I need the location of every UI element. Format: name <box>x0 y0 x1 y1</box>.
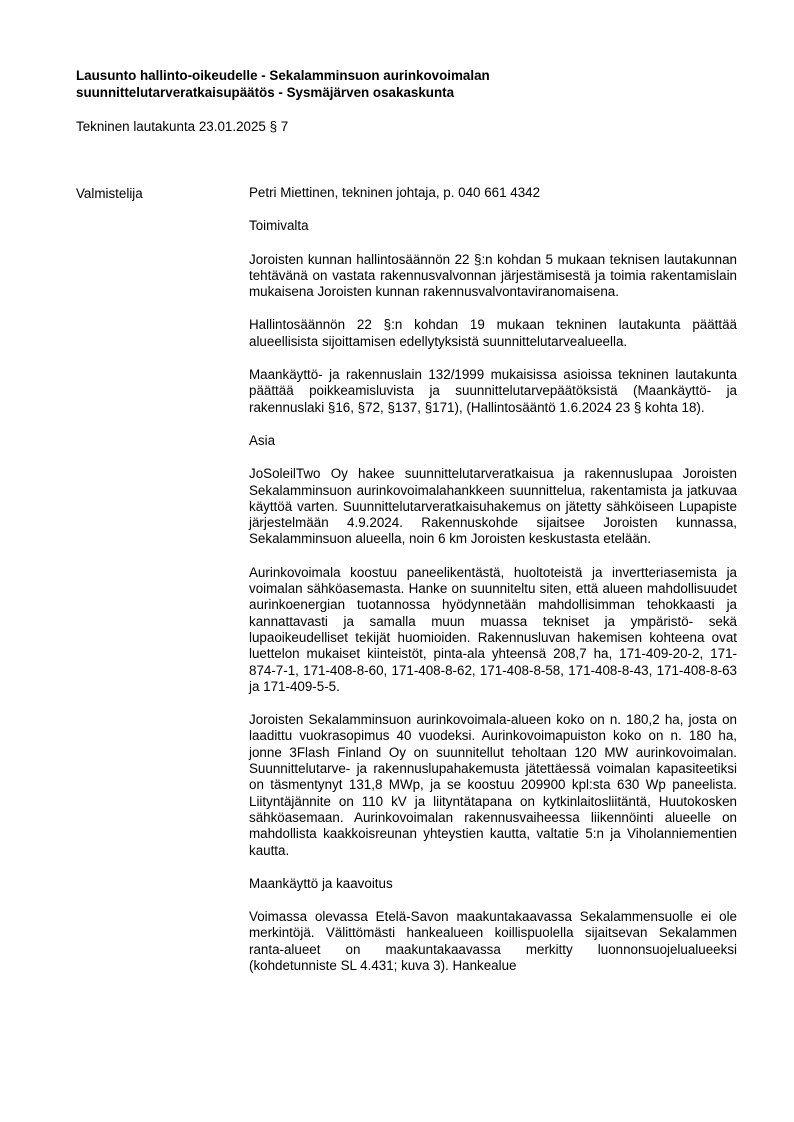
preparer-label: Valmistelija <box>76 186 143 201</box>
title-line-1: Lausunto hallinto-oikeudelle - Sekalamminsuon aurinkovoimalan <box>76 68 490 83</box>
meeting-reference: Tekninen lautakunta 23.01.2025 § 7 <box>76 119 289 134</box>
paragraph-authority-3: Maankäyttö- ja rakennuslain 132/1999 mukaisissa asioissa tekninen lautakunta päättää poikkeamisluvista ja suunnittelutarvepäätöksistä (Maankäyttö- ja rakennuslaki §16, §72, §137, §171), (Hallintosääntö 1.6.2024 23 § kohta 18). <box>249 367 737 415</box>
paragraph-matter-3: Joroisten Sekalamminsuon aurinkovoimala-alueen koko on n. 180,2 ha, josta on laadittu vuokrasopimus 40 vuodeksi. Aurinkovoimapuiston koko on n. 180 ha, jonne 3Flash Finland Oy on suunnitellut teholtaan 120 MW aurinkovoimalan. Suunnittelutarve- ja rakennuslupahakemusta jätettäessä voimalan kapasiteetiksi on täsmentynyt 131,8 MWp, ja se koostuu 209900 kpl:sta 630 Wp paneelista. Liityntäjännite on 110 kV ja liityntätapana on kytkinlaitosliitäntä, Huutokosken sähköasemaan. Aurinkovoimalan rakennusvaiheessa liikennöinti alueelle on mahdollista kaakkoisreunan yhteystien kautta, valtatie 5:n ja Viholanniementien kautta. <box>249 712 737 858</box>
section-heading-land-use: Maankäyttö ja kaavoitus <box>249 875 393 891</box>
paragraph-matter-2: Aurinkovoimala koostuu paneelikentästä, huoltoteistä ja invertteriasemista ja voimalan sähköasemasta. Hanke on suunniteltu siten, että alueen mahdollisuudet aurinkoenergian tuotannossa hyödynnetään mahdollisimman tehokkaasti ja kannattavasti ja samalla muun muassa tekniset ja ympäristö- sekä lupaoikeudelliset tekijät huomioiden. Rakennusluvan hakemisen kohteena ovat luettelon mukaiset kiinteistöt, pinta-ala yhteensä 208,7 ha, 171-409-20-2, 171-874-7-1, 171-408-8-60, 171-408-8-62, 171-408-8-58, 171-408-8-43, 171-408-8-63 ja 171-409-5-5. <box>249 564 737 694</box>
paragraph-matter-1: JoSoleilTwo Oy hakee suunnittelutarveratkaisua ja rakennuslupaa Joroisten Sekalamminsuon aurinkovoimalahankkeen suunnittelua, rakentamista ja jatkuvaa käyttöä varten. Suunnittelutarveratkaisuhakemus on jätetty sähköiseen Lupapiste järjestelmään 4.9.2024. Rakennuskohde sijaitsee Joroisten kunnassa, Sekalamminsuon alueella, noin 6 km Joroisten keskustasta etelään. <box>249 466 737 547</box>
section-heading-authority: Toimivalta <box>249 218 309 234</box>
section-heading-matter: Asia <box>249 432 276 448</box>
document-body <box>249 185 737 991</box>
title-line-2: suunnittelutarveratkaisupäätös - Sysmäjärven osakaskunta <box>76 85 455 100</box>
paragraph-land-use-1: Voimassa olevassa Etelä-Savon maakuntakaavassa Sekalammensuolle ei ole merkintöjä. Välittömästi hankealueen koillispuolella sijaitsevan Sekalammen ranta-alueet on maakuntakaavassa merkitty luonnonsuojelualueeksi (kohdetunniste SL 4.431; kuva 3). Hankealue <box>249 909 737 973</box>
paragraph-authority-1: Joroisten kunnan hallintosäännön 22 §:n kohdan 5 mukaan teknisen lautakunnan tehtävänä on vastata rakennusvalvonnan järjestämisestä ja toimia rakentamislain mukaisena Joroisten kunnan rakennusvalvontaviranomaisena. <box>249 251 737 300</box>
paragraph-authority-2: Hallintosäännön 22 §:n kohdan 19 mukaan tekninen lautakunta päättää alueellisista sijoittamisen edellytyksistä suunnittelutarvealueella. <box>249 317 737 349</box>
document-title <box>76 67 736 101</box>
preparer-details: Petri Miettinen, tekninen johtaja, p. 040 661 4342 <box>249 185 541 200</box>
